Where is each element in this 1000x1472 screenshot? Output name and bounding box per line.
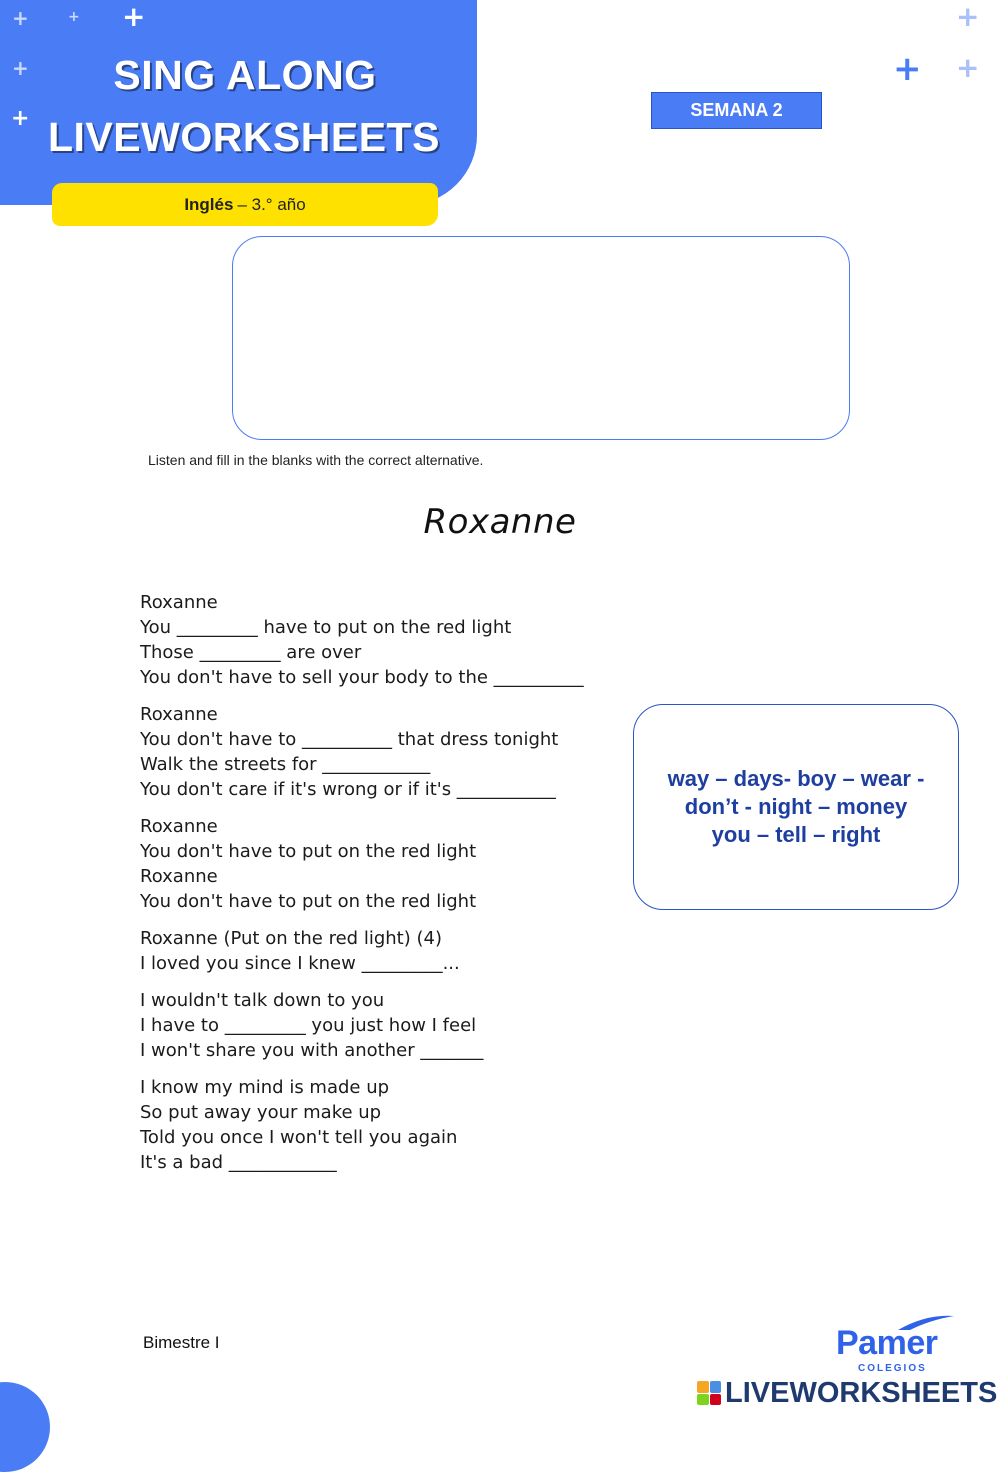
lyric-line: I wouldn't talk down to you	[140, 990, 385, 1011]
lyric-line-blank[interactable]: You _________ have to put on the red light	[140, 617, 512, 638]
stanza	[140, 1075, 610, 1175]
song-title: Roxanne	[423, 502, 577, 542]
word-bank-line: way – days- boy – wear -	[667, 766, 925, 791]
pamer-brand: Pamer	[836, 1324, 938, 1362]
lyrics	[140, 590, 610, 1187]
pamer-brand-sub: COLEGIOS	[858, 1363, 927, 1374]
plus-decoration-icon: +	[11, 106, 30, 131]
pamer-logo	[836, 1308, 956, 1378]
week-badge: SEMANA 2	[651, 92, 822, 129]
grade-label: – 3.° año	[237, 194, 306, 214]
lyric-line-blank[interactable]: Walk the streets for ____________	[140, 754, 431, 775]
lyric-line: You don't have to put on the red light	[140, 841, 477, 862]
corner-decoration	[0, 1382, 50, 1472]
lyric-line: Roxanne	[140, 866, 218, 887]
lyric-line-blank[interactable]: You don't have to sell your body to the __________	[140, 667, 584, 688]
lyric-line-blank[interactable]: You don't care if it's wrong or if it's ___________	[140, 779, 556, 800]
lyric-line-blank[interactable]: It's a bad ____________	[140, 1152, 337, 1173]
plus-decoration-icon: +	[12, 6, 29, 30]
lyric-line-blank[interactable]: I have to _________ you just how I feel	[140, 1015, 477, 1036]
lyric-line-blank[interactable]: You don't have to __________ that dress tonight	[140, 729, 559, 750]
lyric-line: I know my mind is made up	[140, 1077, 390, 1098]
liveworksheets-watermark: LIVEWORKSHEETS	[725, 1376, 998, 1409]
liveworksheets-logo	[697, 1378, 997, 1408]
stanza	[140, 988, 610, 1063]
plus-decoration-icon: +	[68, 9, 80, 25]
stanza	[140, 926, 610, 976]
lyric-line: Roxanne	[140, 704, 218, 725]
stanza	[140, 590, 610, 690]
lyric-line: Roxanne (Put on the red light) (4)	[140, 928, 442, 949]
page-title-line-1: SING ALONG	[113, 52, 377, 98]
lyric-line: Roxanne	[140, 816, 218, 837]
lyric-line: Told you once I won't tell you again	[140, 1127, 458, 1148]
plus-decoration-icon: +	[122, 0, 146, 33]
liveworksheets-icon	[697, 1381, 721, 1405]
plus-decoration-icon: +	[12, 56, 29, 80]
lyric-line: Roxanne	[140, 592, 218, 613]
plus-decoration-icon: +	[956, 0, 980, 33]
subject-bar	[52, 183, 438, 226]
lyric-line: You don't have to put on the red light	[140, 891, 477, 912]
lyric-line-blank[interactable]: I won't share you with another _______	[140, 1040, 484, 1061]
header-banner	[0, 0, 477, 205]
lyric-line: So put away your make up	[140, 1102, 382, 1123]
word-bank-line: you – tell – right	[711, 822, 881, 847]
term-label: Bimestre I	[143, 1333, 220, 1352]
word-bank-line: don’t - night – money	[684, 794, 908, 819]
lyric-line-blank[interactable]: I loved you since I knew _________...	[140, 953, 460, 974]
subject-name: Inglés	[184, 194, 234, 214]
lyric-line-blank[interactable]: Those _________ are over	[140, 642, 362, 663]
plus-decoration-icon: +	[956, 51, 980, 84]
stanza	[140, 814, 610, 914]
stanza	[140, 702, 610, 802]
instruction-text: Listen and fill in the blanks with the correct alternative.	[148, 452, 484, 468]
page-title-line-2: LIVEWORKSHEETS	[48, 114, 440, 160]
word-bank	[633, 704, 959, 910]
plus-decoration-icon: +	[893, 49, 922, 89]
audio-player-box[interactable]	[232, 236, 850, 440]
